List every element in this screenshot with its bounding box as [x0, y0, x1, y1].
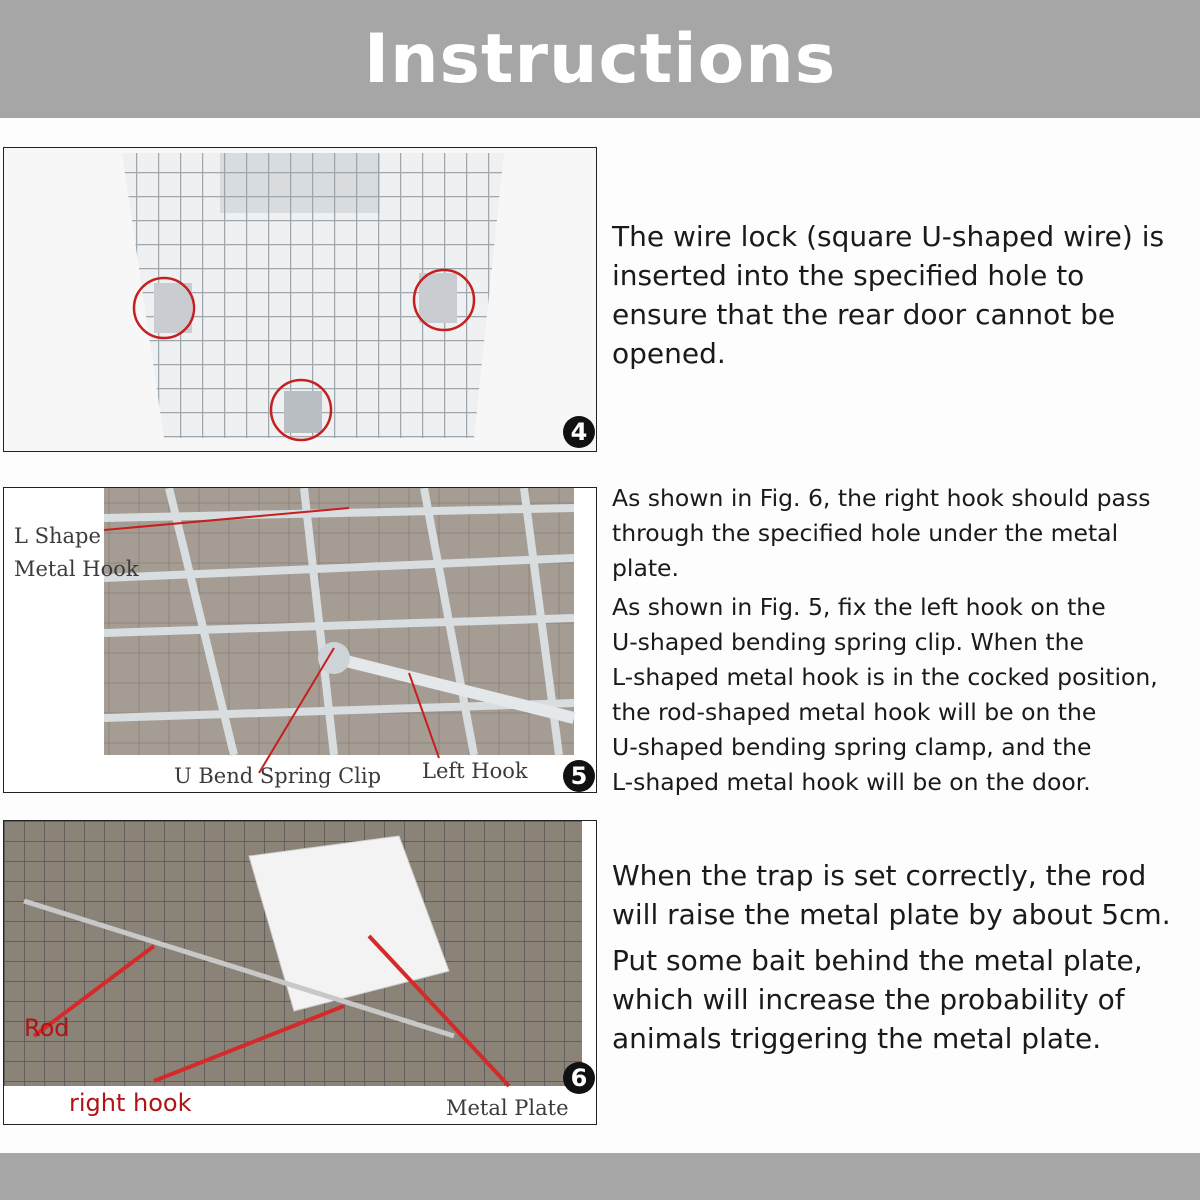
text-line: which will increase the probability of: [612, 983, 1125, 1016]
step-4-text: [612, 217, 1192, 373]
cage-rear-door-illustration: [4, 148, 596, 451]
page-title: Instructions: [363, 19, 837, 99]
text-line: As shown in Fig. 6, the right hook should pass: [612, 484, 1151, 512]
hook-closeup-illustration: [4, 488, 596, 792]
trap-plate-illustration: [4, 821, 596, 1124]
label-left-hook: Left Hook: [422, 759, 528, 783]
text-line: U-shaped bending spring clip. When the: [612, 628, 1084, 656]
text-line: the rod-shaped metal hook will be on the: [612, 698, 1097, 726]
text-line: animals triggering the metal plate.: [612, 1022, 1102, 1055]
step-number-badge: 5: [563, 760, 595, 792]
step-number-badge: 6: [563, 1062, 595, 1094]
text-line: As shown in Fig. 5, fix the left hook on the: [612, 593, 1106, 621]
text-line: L-shaped metal hook is in the cocked position,: [612, 663, 1158, 691]
label-metal-plate: Metal Plate: [446, 1096, 569, 1120]
step-6-photo: [3, 820, 597, 1125]
label-rod: Rod: [24, 1014, 70, 1042]
text-line: through the specified hole under the metal: [612, 519, 1119, 547]
text-line: Put some bait behind the metal plate,: [612, 944, 1143, 977]
step-5-text: [612, 481, 1197, 800]
step-4-photo: [3, 147, 597, 452]
text-line: plate.: [612, 554, 679, 582]
label-l-shape-2: Metal Hook: [14, 557, 139, 581]
step-5-photo: [3, 487, 597, 793]
text-line: The wire lock (square U-shaped wire) is: [612, 220, 1165, 253]
label-u-bend: U Bend Spring Clip: [174, 764, 382, 788]
step-number-badge: 4: [563, 416, 595, 448]
label-right-hook: right hook: [69, 1089, 192, 1117]
text-line: ensure that the rear door cannot be: [612, 298, 1116, 331]
text-line: will raise the metal plate by about 5cm.: [612, 898, 1171, 931]
text-line: opened.: [612, 337, 726, 370]
text-line: When the trap is set correctly, the rod: [612, 859, 1147, 892]
text-line: L-shaped metal hook will be on the door.: [612, 768, 1091, 796]
step-6-text: [612, 856, 1197, 1058]
text-line: inserted into the specified hole to: [612, 259, 1085, 292]
text-line: U-shaped bending spring clamp, and the: [612, 733, 1092, 761]
label-l-shape-1: L Shape: [14, 524, 101, 548]
header-banner: [0, 0, 1200, 118]
footer-bar: [0, 1153, 1200, 1200]
